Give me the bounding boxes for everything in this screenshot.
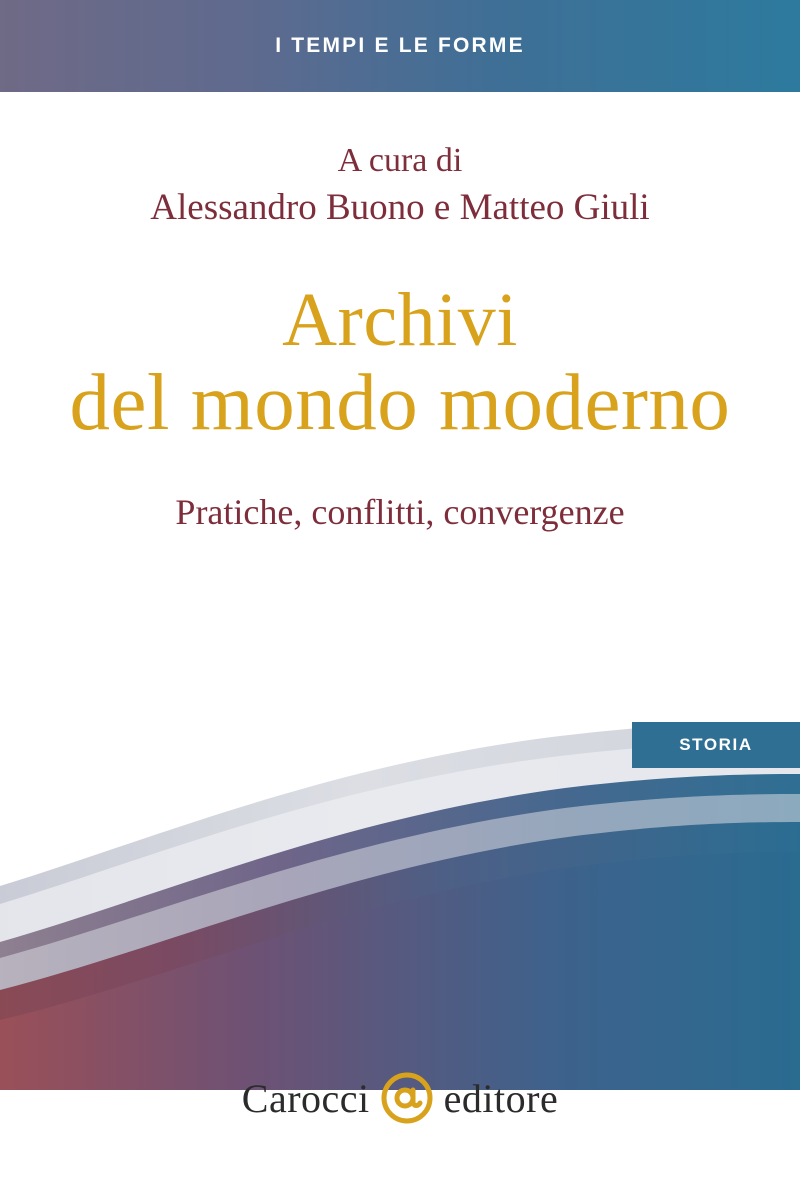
title-line-1: Archivi xyxy=(282,277,518,362)
publisher-name-right: editore xyxy=(443,1075,559,1121)
series-label: I TEMPI E LE FORME xyxy=(275,34,525,57)
category-tag: STORIA xyxy=(632,722,800,768)
book-title xyxy=(34,277,766,447)
cover-text-block xyxy=(0,140,800,535)
publisher-logo xyxy=(0,1072,800,1124)
book-subtitle: Pratiche, conflitti, convergenze xyxy=(175,492,625,533)
publisher-name-left: Carocci xyxy=(241,1075,370,1121)
editors-names: Alessandro Buono e Matteo Giuli xyxy=(150,186,650,228)
title-line-2: del mondo moderno xyxy=(69,356,731,447)
at-sign-icon xyxy=(380,1072,434,1124)
editors-prefix: A cura di xyxy=(337,142,463,179)
